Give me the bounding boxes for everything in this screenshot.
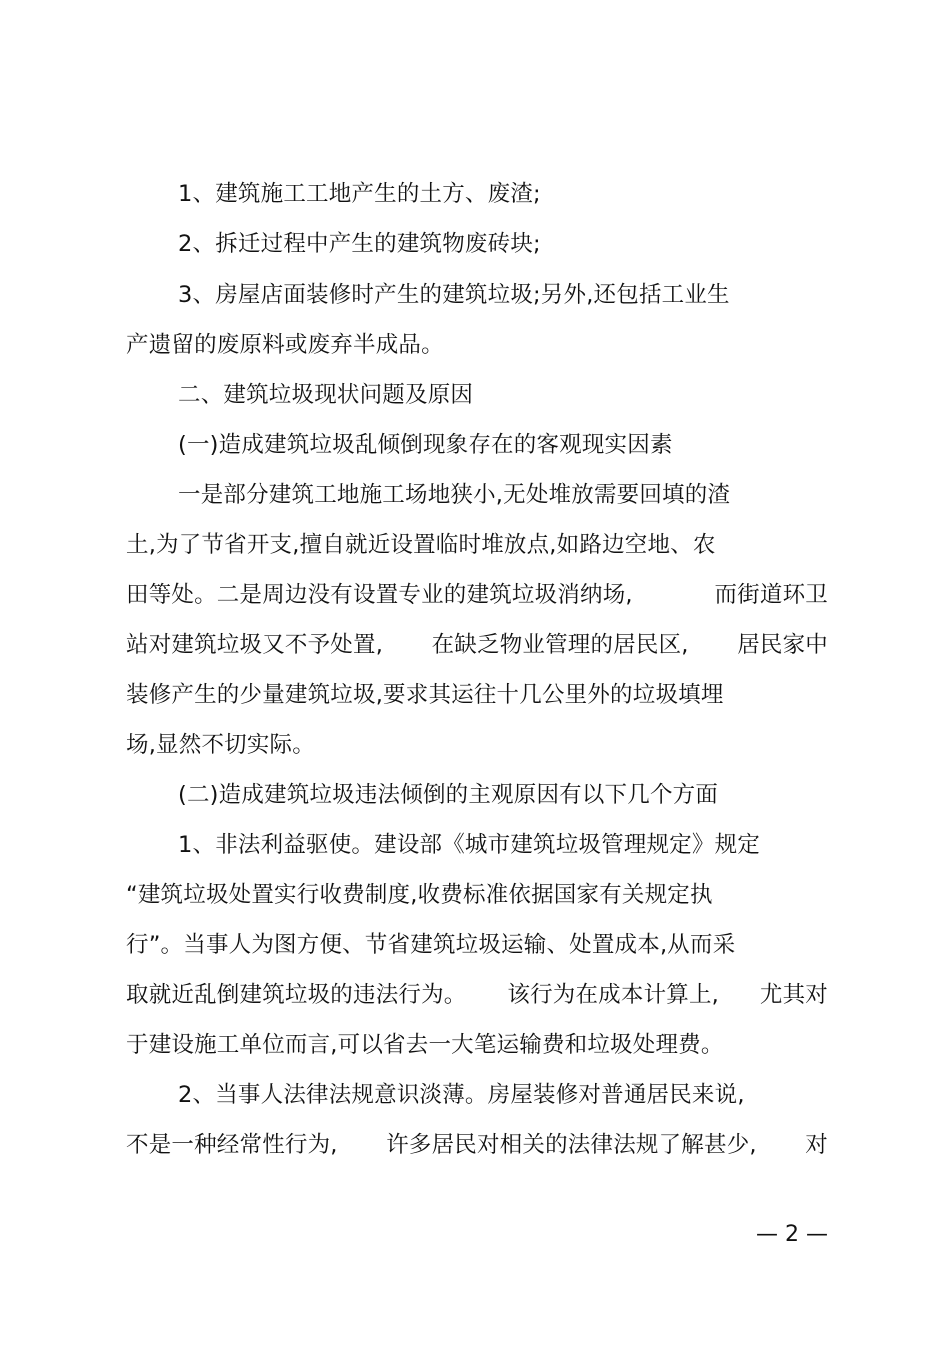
- text-segment: 取就近乱倒建筑垃圾的违法行为。: [126, 982, 467, 1008]
- text-segment: 不是一种经常性行为,: [126, 1132, 338, 1158]
- paragraph-line-justified: [126, 630, 828, 660]
- subsection-heading-2: (二)造成建筑垃圾违法倾倒的主观原因有以下几个方面: [178, 782, 719, 808]
- text-segment: 在缺乏物业管理的居民区,: [431, 632, 689, 658]
- list-item-3-line-2: 产遗留的废原料或废弃半成品。: [126, 332, 444, 358]
- paragraph-line: 于建设施工单位而言,可以省去一大笔运输费和垃圾处理费。: [126, 1032, 724, 1058]
- paragraph-line: 2、当事人法律法规意识淡薄。房屋装修对普通居民来说,: [178, 1082, 745, 1108]
- paragraph-line: 一是部分建筑工地施工场地狭小,无处堆放需要回填的渣: [178, 482, 731, 508]
- paragraph-line: “建筑垃圾处置实行收费制度,收费标准依据国家有关规定执: [126, 882, 713, 908]
- subsection-heading-1: (一)造成建筑垃圾乱倾倒现象存在的客观现实因素: [178, 432, 673, 458]
- page-number: — 2 —: [756, 1222, 828, 1247]
- paragraph-line-justified: [126, 1130, 828, 1160]
- paragraph-line: 土,为了节省开支,擅自就近设置临时堆放点,如路边空地、农: [126, 532, 716, 558]
- paragraph-line: 场,显然不切实际。: [126, 732, 315, 758]
- text-segment: 许多居民对相关的法律法规了解甚少,: [386, 1132, 757, 1158]
- list-item-2: 2、拆迁过程中产生的建筑物废砖块;: [178, 231, 541, 257]
- text-segment: 站对建筑垃圾又不予处置,: [126, 632, 384, 658]
- section-heading: 二、建筑垃圾现状问题及原因: [178, 382, 474, 408]
- paragraph-line: 1、非法利益驱使。建设部《城市建筑垃圾管理规定》规定: [178, 832, 761, 858]
- paragraph-line-justified: [126, 580, 828, 610]
- text-segment: 田等处。二是周边没有设置专业的建筑垃圾消纳场,: [126, 582, 633, 608]
- text-segment: 尤其对: [759, 982, 828, 1008]
- text-segment: 对: [805, 1132, 828, 1158]
- text-segment: 而街道环卫: [714, 582, 828, 608]
- text-segment: 该行为在成本计算上,: [507, 982, 720, 1008]
- list-item-1: 1、建筑施工工地产生的土方、废渣;: [178, 181, 541, 207]
- list-item-3-line-1: 3、房屋店面装修时产生的建筑垃圾;另外,还包括工业生: [178, 282, 730, 308]
- paragraph-line-justified: [126, 980, 828, 1010]
- paragraph-line: 行”。当事人为图方便、节省建筑垃圾运输、处置成本,从而采: [126, 932, 736, 958]
- text-segment: 居民家中: [737, 632, 828, 658]
- paragraph-line: 装修产生的少量建筑垃圾,要求其运往十几公里外的垃圾填埋: [126, 682, 724, 708]
